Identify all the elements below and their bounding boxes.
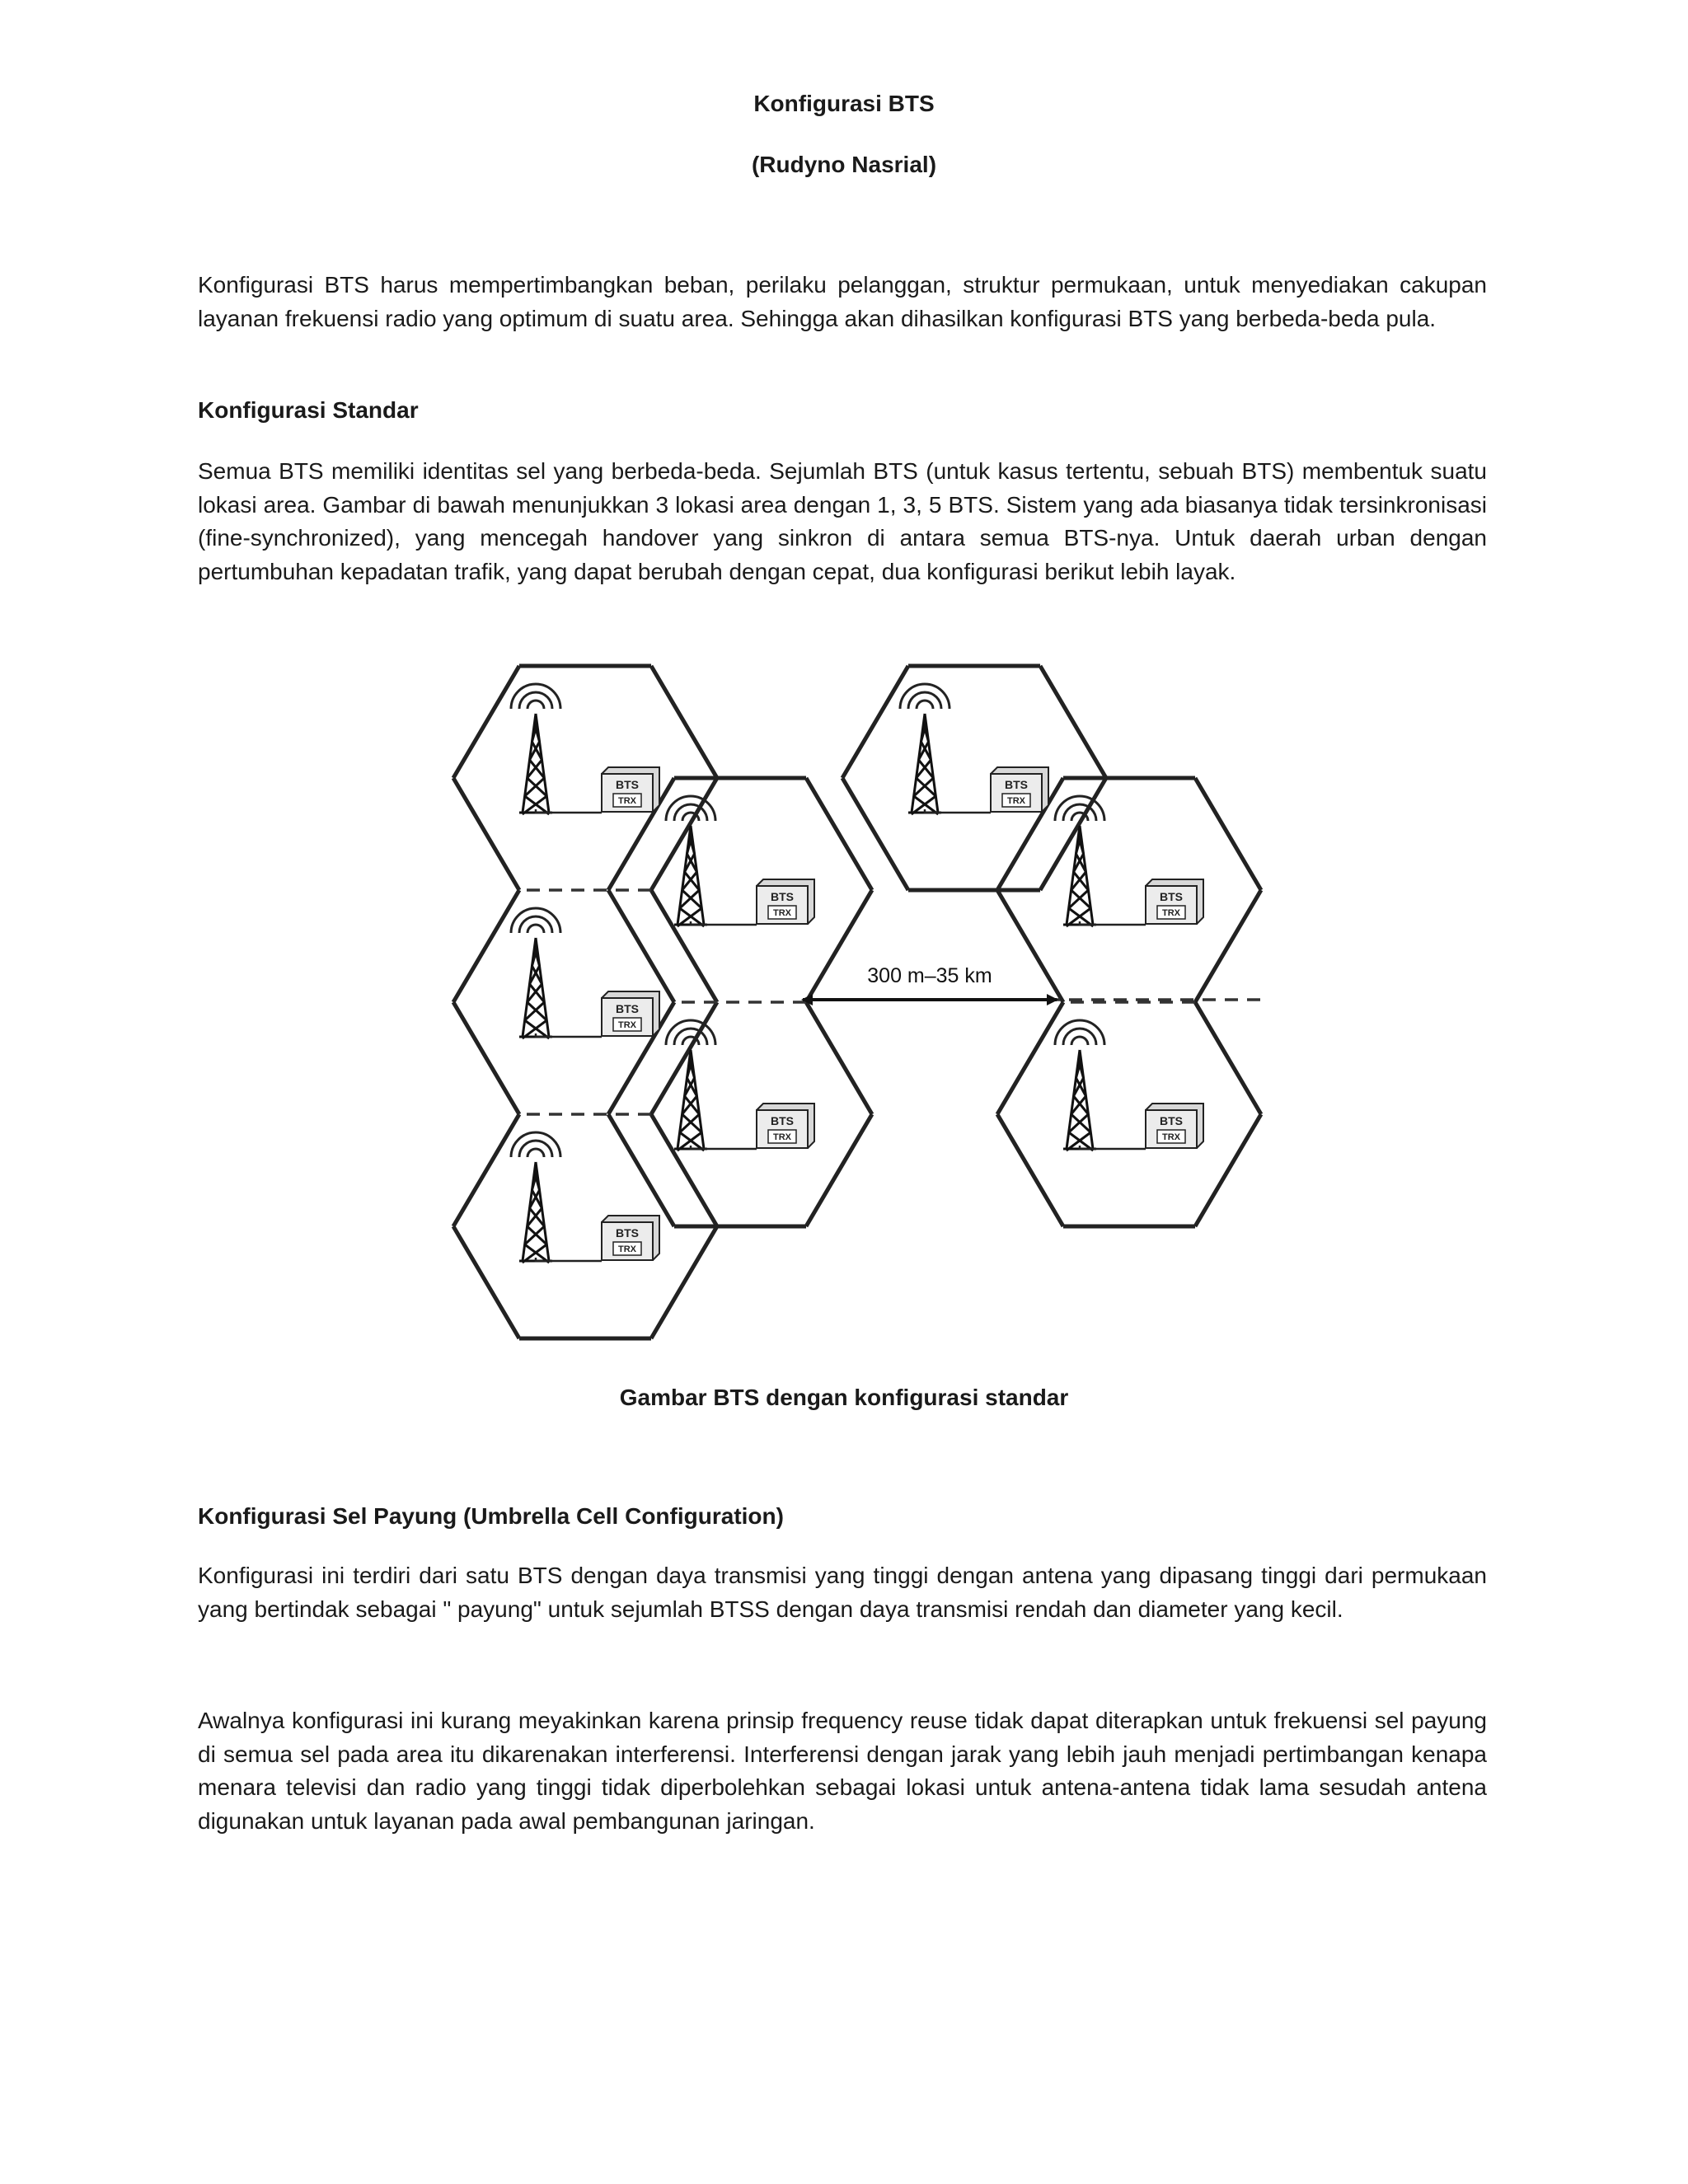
cell-boundary-solid: [453, 778, 519, 890]
bts-site: [900, 684, 1048, 814]
bts-label: BTS: [616, 778, 639, 791]
bts-site: [666, 1020, 814, 1151]
bts-site: [1055, 796, 1203, 926]
radio-wave-icon: [528, 925, 544, 933]
cell-boundary-solid: [997, 1114, 1063, 1226]
cell-boundary-solid: [453, 666, 519, 778]
bts-label: BTS: [771, 890, 794, 903]
trx-label: TRX: [618, 1244, 636, 1254]
bts-hexagon-diagram: [404, 659, 1278, 1360]
payung-paragraph-2: Awalnya konfigurasi ini kurang meyakinkan karena prinsip frequency reuse tidak dapat diterapkan untuk frekuensi sel payung di semua sel pada area itu dikarenakan interferensi. Interferensi dengan jarak yang lebih jauh menjadi pertimbangan kenapa menara televisi dan radio yang tinggi tidak diperbolehkan sebagai lokasi untuk antena-antena tidak lama sesudah antena digunakan untuk layanan pada awal pembangunan jaringan.: [198, 1708, 1487, 1834]
cell-boundary-solid: [453, 890, 519, 1002]
cell-boundary-solid: [806, 778, 872, 890]
bts-label: BTS: [771, 1114, 794, 1127]
bts-cabinet-icon: [991, 767, 1048, 812]
intro-paragraph: Konfigurasi BTS harus mempertimbangkan beban, perilaku pelanggan, struktur permukaan, untuk menyediakan cakupan layanan frekuensi radio yang optimum di suatu area. Sehingga akan dihasilkan konfigurasi BTS yang berbeda-beda pula.: [198, 272, 1487, 331]
radio-wave-icon: [917, 701, 933, 709]
cell-boundary-solid: [842, 666, 908, 778]
cell-boundary-solid: [842, 778, 908, 890]
cell-boundary-solid: [806, 1002, 872, 1114]
cell-boundary-solid: [651, 1226, 717, 1338]
cell-boundary-solid: [651, 666, 717, 778]
antenna-tower-icon: [519, 714, 552, 814]
standar-paragraph: Semua BTS memiliki identitas sel yang berbeda-beda. Sejumlah BTS (untuk kasus tertentu, sebuah BTS) membentuk suatu lokasi area. Gambar di bawah menunjukkan 3 lokasi area dengan 1, 3, 5 BTS. Sistem yang ada biasanya tidak tersinkronisasi (fine-synchronized), yang mencegah handover yang sinkron di antara semua BTS-nya. Untuk daerah urban dengan pertumbuhan kepadatan trafik, yang dapat berubah dengan cepat, dua konfigurasi berikut lebih layak.: [198, 458, 1487, 584]
bts-label: BTS: [1160, 1114, 1183, 1127]
cell-boundary-solid: [1195, 1114, 1261, 1226]
antenna-tower-icon: [908, 714, 941, 814]
trx-label: TRX: [1162, 908, 1180, 918]
trx-label: TRX: [1007, 796, 1025, 806]
bts-label: BTS: [616, 1226, 639, 1240]
cell-boundary-solid: [608, 1114, 674, 1226]
bts-cabinet-icon: [602, 1216, 659, 1260]
document-title: Konfigurasi BTS: [753, 91, 935, 116]
cell-boundary-solid: [806, 1114, 872, 1226]
cell-boundary-solid: [453, 1226, 519, 1338]
bts-label: BTS: [1160, 890, 1183, 903]
bts-cabinet-icon: [1146, 879, 1203, 924]
radio-wave-icon: [528, 1149, 544, 1157]
trx-label: TRX: [773, 1132, 791, 1142]
section-heading-payung: Konfigurasi Sel Payung (Umbrella Cell Configuration): [198, 1503, 784, 1529]
cell-boundary-solid: [608, 890, 674, 1002]
bts-label: BTS: [1005, 778, 1028, 791]
trx-label: TRX: [1162, 1132, 1180, 1142]
document-author: (Rudyno Nasrial): [751, 152, 937, 177]
antenna-tower-icon: [1063, 1050, 1096, 1151]
antenna-tower-icon: [519, 938, 552, 1038]
cell-boundary-solid: [453, 1114, 519, 1226]
cell-boundary-solid: [1195, 890, 1261, 1002]
bts-site: [1055, 1020, 1203, 1151]
bts-cabinet-icon: [602, 991, 659, 1036]
figure-caption: Gambar BTS dengan konfigurasi standar: [619, 1385, 1069, 1410]
cell-boundary-solid: [997, 1002, 1063, 1114]
bts-site: [666, 796, 814, 926]
cell-boundary-solid: [453, 1002, 519, 1114]
radio-wave-icon: [528, 701, 544, 709]
cell-boundary-solid: [651, 1114, 717, 1226]
bts-label: BTS: [616, 1002, 639, 1015]
antenna-tower-icon: [519, 1162, 552, 1263]
payung-paragraph-1: Konfigurasi ini terdiri dari satu BTS dengan daya transmisi yang tinggi dengan antena yang dipasang tinggi dari permukaan yang bertindak sebagai " payung" untuk sejumlah BTSS dengan daya transmisi rendah dan diameter yang kecil.: [198, 1563, 1487, 1622]
bts-cabinet-icon: [1146, 1104, 1203, 1148]
trx-label: TRX: [773, 908, 791, 918]
bts-cabinet-icon: [602, 767, 659, 812]
cell-boundary-solid: [1195, 778, 1261, 890]
bts-cabinet-icon: [757, 879, 814, 924]
cell-boundary-solid: [1040, 666, 1106, 778]
distance-label: 300 m–35 km: [867, 964, 992, 987]
cell-boundary-solid: [997, 890, 1063, 1002]
cell-boundary-solid: [806, 890, 872, 1002]
trx-label: TRX: [618, 796, 636, 806]
bts-site: [511, 908, 659, 1038]
cell-boundary-solid: [1195, 1002, 1261, 1114]
bts-site: [511, 1132, 659, 1263]
section-heading-standar: Konfigurasi Standar: [198, 397, 419, 423]
radio-wave-icon: [1071, 1037, 1088, 1045]
bts-cabinet-icon: [757, 1104, 814, 1148]
trx-label: TRX: [618, 1020, 636, 1030]
bts-site: [511, 684, 659, 814]
cell-boundary-solid: [651, 890, 717, 1002]
